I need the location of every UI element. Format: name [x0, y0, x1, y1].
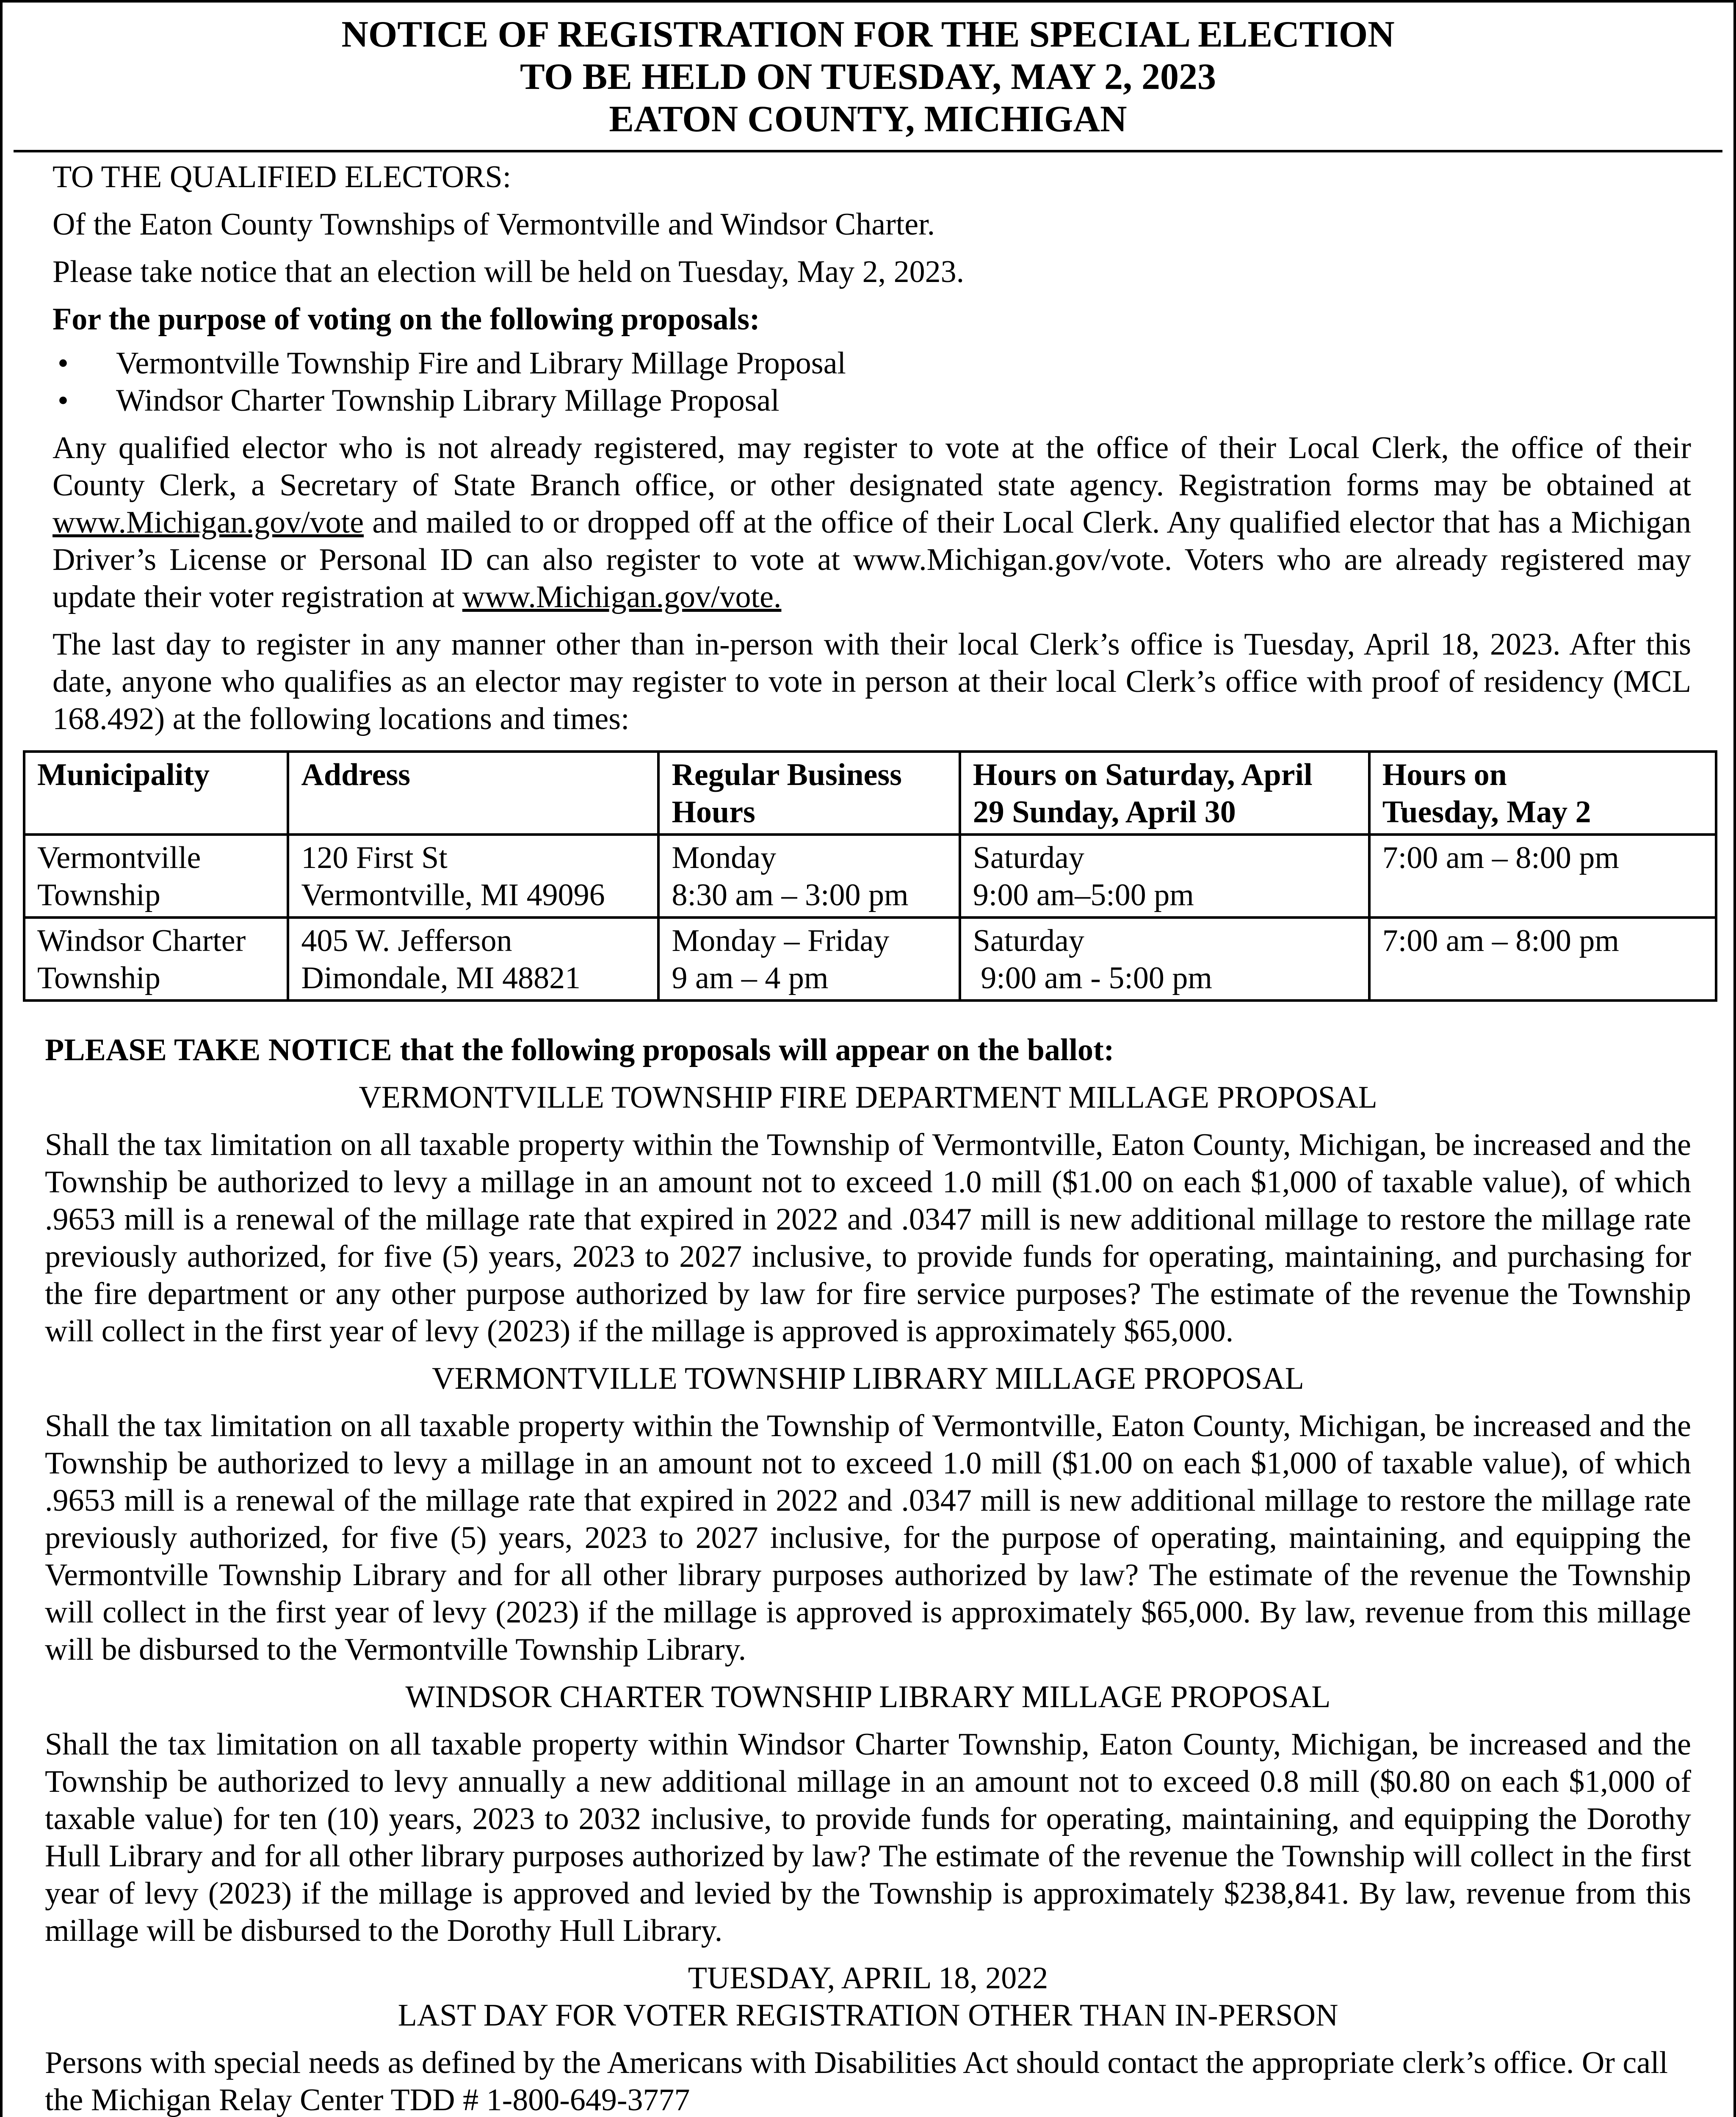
cell-weekend-hours: Saturday 9:00 am–5:00 pm	[960, 835, 1369, 918]
col-weekend-hours: Hours on Saturday, April 29 Sunday, April 30	[960, 752, 1369, 835]
bullet: •	[58, 383, 69, 418]
list-item	[53, 345, 1691, 382]
cell-election-hours: 7:00 am – 8:00 pm	[1369, 918, 1716, 1000]
fire-proposal-title: VERMONTVILLE TOWNSHIP FIRE DEPARTMENT MILLAGE PROPOSAL	[359, 1080, 1377, 1115]
cell-address: 405 W. Jefferson Dimondale, MI 48821	[288, 918, 658, 1000]
deadline-paragraph: The last day to register in any manner other than in-person with their local Clerk’s office is Tuesday, April 18, 2023. After this date, anyone who qualifies as an elector may register to vote in person at their local Clerk’s office with proof of residency (MCL 168.492) at the following locations and times:	[53, 627, 1691, 736]
header-line-1: NOTICE OF REGISTRATION FOR THE SPECIAL ELECTION	[341, 14, 1395, 55]
notice-header	[3, 3, 1733, 141]
table-row	[24, 918, 1716, 1000]
bullet: •	[58, 346, 69, 381]
registration-paragraph: Any qualified elector who is not already registered, may register to vote at the office of their Local Clerk, the office of their County Clerk, a Secretary of State Branch office, or other designated state agency. Registration forms may be obtained at www.Michigan.gov/vote and mailed to or dropped off at the office of their Local Clerk. Any qualified elector that has a Michigan Driver’s License or Personal ID can also register to vote at www.Michigan.gov/vote. Voters who are already registered may update their voter registration at www.Michigan.gov/vote.	[53, 431, 1691, 614]
ballot-notice: PLEASE TAKE NOTICE that the following proposals will appear on the ballot:	[45, 1033, 1114, 1067]
list-item	[53, 382, 1691, 419]
election-notice-line: Please take notice that an election will be held on Tuesday, May 2, 2023.	[53, 254, 965, 289]
intro-section	[3, 158, 1733, 738]
header-line-2: TO BE HELD ON TUESDAY, MAY 2, 2023	[520, 56, 1216, 97]
proposal-item: Windsor Charter Township Library Millage Proposal	[116, 383, 780, 418]
michigan-vote-update-link[interactable]: www.Michigan.gov/vote.	[462, 580, 782, 614]
townships-line: Of the Eaton County Townships of Vermontville and Windsor Charter.	[53, 207, 935, 242]
special-needs-text: Persons with special needs as defined by the Americans with Disabilities Act should contact the appropriate clerk’s office. Or call the Michigan Relay Center TDD # 1-800-649-3777	[45, 2045, 1668, 2117]
cell-municipality: Windsor Charter Township	[24, 918, 288, 1000]
header-divider	[14, 150, 1722, 152]
locations-table	[23, 750, 1717, 1002]
fire-proposal-text: Shall the tax limitation on all taxable property within the Township of Vermontville, Eaton County, Michigan, be increased and the Township be authorized to levy a millage in an amount not to exceed 1.0 mill ($1.00 on each $1,000 of taxable value), of which .9653 mill is a renewal of the millage rate that expired in 2022 and .0347 mill is new additional millage to restore the millage rate previously authorized, for five (5) years, 2023 to 2027 inclusive, to provide funds for operating, maintaining, and purchasing for the fire department or any other purpose authorized by law for fire service purposes? The estimate of the revenue the Township will collect in the first year of levy (2023) if the millage is approved is approximately $65,000.	[45, 1128, 1691, 1349]
cell-weekend-hours: Saturday 9:00 am - 5:00 pm	[960, 918, 1369, 1000]
library-proposal-text: Shall the tax limitation on all taxable property within the Township of Vermontville, Eaton County, Michigan, be increased and the Township be authorized to levy a millage in an amount not to exceed 1.0 mill ($1.00 on each $1,000 of taxable value), of which .9653 mill is a renewal of the millage rate that expired in 2022 and .0347 mill is new additional millage to restore the millage rate previously authorized, for five (5) years, 2023 to 2027 inclusive, for the purpose of operating, maintaining, and equipping the Vermontville Township Library and for all other library purposes authorized by law? The estimate of the revenue the Township will collect in the first year of levy (2023) if the millage is approved is approximately $65,000. By law, revenue from this millage will be disbursed to the Vermontville Township Library.	[45, 1409, 1691, 1667]
col-regular-hours: Regular Business Hours	[658, 752, 959, 835]
windsor-proposal-text: Shall the tax limitation on all taxable property within Windsor Charter Township, Eaton County, Michigan, be increased and the Township be authorized to levy annually a new additional millage in an amount not to exceed 0.8 mill ($0.80 on each $1,000 of taxable value) for ten (10) years, 2023 to 2032 inclusive, to provide funds for operating, maintaining, and equipping the Dorothy Hull Library and for all other library purposes authorized by law? The estimate of the revenue the Township will collect in the first year of levy (2023) if the millage is approved and levied by the Township is approximately $238,841. By law, revenue from this millage will be disbursed to the Dorothy Hull Library.	[45, 1727, 1691, 1948]
deadline-date: TUESDAY, APRIL 18, 2022	[688, 1961, 1048, 1995]
library-proposal-title: VERMONTVILLE TOWNSHIP LIBRARY MILLAGE PROPOSAL	[432, 1361, 1304, 1396]
locations-table-wrap	[3, 750, 1733, 1002]
cell-address: 120 First St Vermontville, MI 49096	[288, 835, 658, 918]
cell-regular-hours: Monday – Friday 9 am – 4 pm	[658, 918, 959, 1000]
col-election-hours: Hours on Tuesday, May 2	[1369, 752, 1716, 835]
cell-municipality: Vermontville Township	[24, 835, 288, 918]
header-line-3: EATON COUNTY, MICHIGAN	[609, 99, 1127, 140]
table-header-row	[24, 752, 1716, 835]
table-row	[24, 835, 1716, 918]
cell-regular-hours: Monday 8:30 am – 3:00 pm	[658, 835, 959, 918]
deadline-text: LAST DAY FOR VOTER REGISTRATION OTHER THAN IN-PERSON	[398, 1998, 1338, 2033]
proposal-item: Vermontville Township Fire and Library Millage Proposal	[116, 346, 846, 381]
col-municipality: Municipality	[24, 752, 288, 835]
proposal-list	[53, 345, 1691, 419]
michigan-vote-link[interactable]: www.Michigan.gov/vote	[53, 505, 364, 540]
salutation: TO THE QUALIFIED ELECTORS:	[53, 160, 511, 194]
windsor-proposal-title: WINDSOR CHARTER TOWNSHIP LIBRARY MILLAGE PROPOSAL	[405, 1680, 1331, 1714]
col-address: Address	[288, 752, 658, 835]
purpose-line: For the purpose of voting on the following proposals:	[53, 302, 760, 337]
ballot-section	[3, 1031, 1733, 2117]
cell-election-hours: 7:00 am – 8:00 pm	[1369, 835, 1716, 918]
